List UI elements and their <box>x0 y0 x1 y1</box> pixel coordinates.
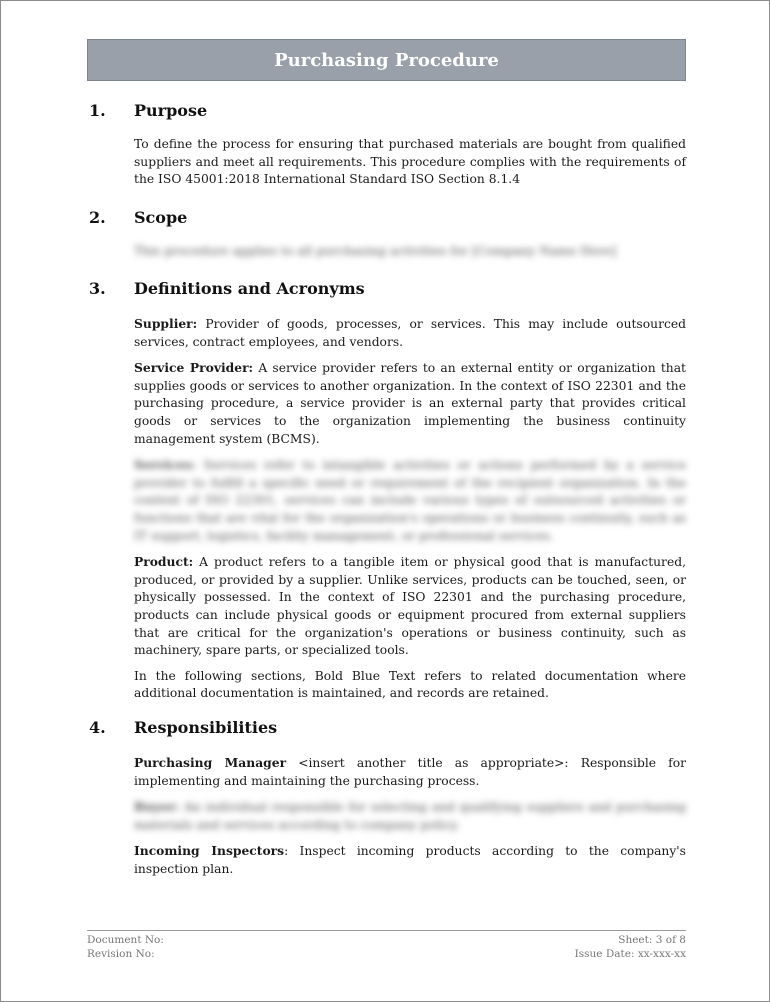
responsibility-text: An individual responsible for selecting and qualifying suppliers and purchasing materials and services according to company policy. <box>134 800 686 832</box>
page-footer <box>87 930 686 961</box>
definition-text: A service provider refers to an external entity or organization that supplies goods or services to another organization. In the context of ISO 22301 and the purchasing procedure, a service provider is an external party that provides critical goods or services to the organization implementing the business continuity management system (BCMS). <box>134 361 686 446</box>
section-title: Definitions and Acronyms <box>134 279 365 298</box>
issue-date: Issue Date: xx-xxx-xx <box>574 948 686 960</box>
section-responsibilities <box>89 718 686 887</box>
document-title: Purchasing Procedure <box>87 39 686 81</box>
definition-service-provider <box>134 359 686 448</box>
scope-text-redacted: This procedure applies to all purchasing activities for [Company Name Here] <box>134 244 617 258</box>
definitions-note: In the following sections, Bold Blue Text refers to related documentation where additional documentation is maintained, and records are retained. <box>134 668 686 701</box>
purpose-text: To define the process for ensuring that purchased materials are bought from qualified suppliers and meet all requirements. This procedure complies with the requirements of the ISO 45001:2018 International Standard ISO Section 8.1.4 <box>134 137 686 187</box>
definition-text: Services refer to intangible activities or actions performed by a service provider to fulfill a specific need or requirement of the recipient organization. In the context of ISO 22301, services can include various types of outsourced activities or functions that are vital for the organization's operations or business continuity, such as IT support, logistics, facility management, or professional services. <box>134 458 686 543</box>
term: Product: <box>134 554 194 570</box>
responsibility-text: <insert another title as appropriate>: Responsible for implementing and maintaining the purchasing process. <box>134 756 686 788</box>
definition-text: A product refers to a tangible item or physical good that is manufactured, produced, or provided by a supplier. Unlike services, products can be touched, seen, or physically possessed. In the context of ISO 22301 and the purchasing procedure, products can include physical goods or equipment procured from external suppliers that are critical for the organization's operations or business continuity, such as machinery, spare parts, or specialized tools. <box>134 555 686 658</box>
section-number: 2. <box>89 208 106 227</box>
role: Purchasing Manager <box>134 755 287 770</box>
section-scope <box>89 208 686 269</box>
revision-number-label: Revision No: <box>87 948 155 960</box>
section-purpose <box>89 101 686 197</box>
definition-supplier <box>134 315 686 351</box>
term: Supplier: <box>134 316 198 331</box>
section-title: Purpose <box>134 101 208 120</box>
section-definitions <box>89 279 686 711</box>
section-heading <box>89 718 686 737</box>
responsibility-incoming-inspectors <box>134 842 686 878</box>
sheet-number: Sheet: 3 of 8 <box>618 934 686 946</box>
term: Service Provider: <box>134 360 254 376</box>
section-number: 3. <box>89 279 106 298</box>
role: Buyer: <box>134 799 180 815</box>
definition-text: Provider of goods, processes, or services. This may include outsourced services, contract employees, and vendors. <box>134 317 686 349</box>
section-number: 1. <box>89 101 106 120</box>
section-title: Scope <box>134 208 188 227</box>
responsibility-buyer-redacted <box>134 798 686 834</box>
role: Incoming Inspectors <box>134 843 285 859</box>
definition-product <box>134 553 686 660</box>
section-heading <box>89 208 686 227</box>
section-heading <box>89 279 686 298</box>
definition-services-redacted <box>134 456 686 545</box>
responsibility-purchasing-manager <box>134 754 686 790</box>
section-title: Responsibilities <box>134 718 278 737</box>
section-heading <box>89 101 686 120</box>
section-number: 4. <box>89 718 106 737</box>
responsibility-text: : Inspect incoming products according to the company's inspection plan. <box>134 844 686 876</box>
document-number-label: Document No: <box>87 934 164 946</box>
term: Services: <box>134 457 196 473</box>
